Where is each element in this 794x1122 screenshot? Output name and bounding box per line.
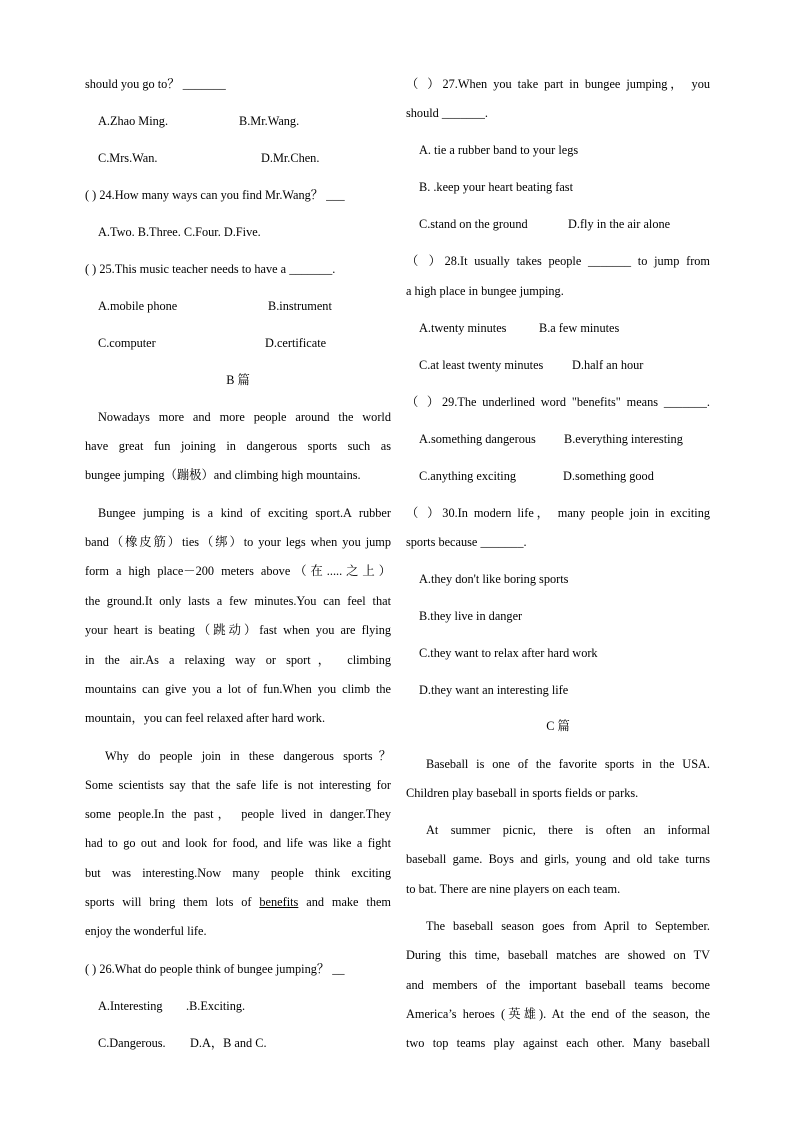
q30-option-b: B.they live in danger <box>419 609 523 623</box>
q27-stem-line1: （ ）27.When you take part in bungee jumping， you <box>406 77 710 91</box>
para-b3-line3: some people.In the past， people lived in danger.They <box>85 807 391 821</box>
q26-option-a: A.Interesting <box>98 999 163 1013</box>
q25-option-d: D.certificate <box>265 336 327 350</box>
q28-stem-line2: a high place in bungee jumping. <box>406 284 564 298</box>
q28-option-c: C.at least twenty minutes <box>419 358 544 372</box>
q30-stem-line1: （ ）30.In modern life， many people join in exciting <box>406 506 710 520</box>
para-b1-line2: have great fun joining in dangerous sports such as <box>85 439 391 453</box>
q28-option-d: D.half an hour <box>572 358 644 372</box>
q28-stem-line1: （ ）28.It usually takes people _______ to jump from <box>406 254 710 268</box>
para-b3-line6 <box>85 894 391 910</box>
q25-option-b: B.instrument <box>268 299 332 313</box>
q23-option-a: A.Zhao Ming. <box>98 114 169 128</box>
q23-stem-tail: should you go to？ _______ <box>85 77 226 91</box>
q25-option-a: A.mobile phone <box>98 299 178 313</box>
q23-option-b: B.Mr.Wang. <box>239 114 300 128</box>
section-c-heading: C 篇 <box>546 719 570 733</box>
para-b2-line6: in the air.As a relaxing way or sport， climbing <box>85 653 391 667</box>
para-c2-line3: to bat. There are nine players on each team. <box>406 882 621 896</box>
para-c3-line2: During this time, baseball matches are showed on TV <box>406 948 710 962</box>
para-b2-line3: form a high place－200 meters above（在.....之上） <box>85 564 391 578</box>
q23-option-d: D.Mr.Chen. <box>261 151 320 165</box>
q23-option-c: C.Mrs.Wan. <box>98 151 158 165</box>
q26-option-c: C.Dangerous. <box>98 1036 166 1050</box>
q30-option-a: A.they don't like boring sports <box>419 572 569 586</box>
q25-stem: ( ) 25.This music teacher needs to have a _______. <box>85 262 336 276</box>
q27-option-a: A. tie a rubber band to your legs <box>419 143 579 157</box>
q30-option-c: C.they want to relax after hard work <box>419 646 598 660</box>
para-b2-line4: the ground.It only lasts a few minutes.You can feel that <box>85 594 391 608</box>
para-c3-line5: two top teams play against each other. Many baseball <box>406 1036 710 1050</box>
q27-option-d: D.fly in the air alone <box>568 217 671 231</box>
para-b2-line5: your heart is beating（跳动）fast when you are flying <box>85 623 391 637</box>
q29-option-d: D.something good <box>563 469 654 483</box>
q27-option-c: C.stand on the ground <box>419 217 528 231</box>
para-c3-line1: The baseball season goes from April to September. <box>426 919 710 933</box>
q29-stem: （ ）29.The underlined word "benefits" means _______. <box>406 395 710 409</box>
q28-option-a: A.twenty minutes <box>419 321 507 335</box>
para-b1-line1: Nowadays more and more people around the world <box>98 410 391 424</box>
q29-option-a: A.something dangerous <box>419 432 536 446</box>
para-b2-line7: mountains can give you a lot of fun.When you climb the <box>85 682 391 696</box>
q25-option-c: C.computer <box>98 336 156 350</box>
q30-option-d: D.they want an interesting life <box>419 683 569 697</box>
para-b3-line6-pre: sports will bring them lots of <box>85 895 252 909</box>
para-b3-line7: enjoy the wonderful life. <box>85 924 207 938</box>
q24-options: A.Two. B.Three. C.Four. D.Five. <box>98 225 261 239</box>
q26-option-d: D.A，B and C. <box>190 1036 267 1050</box>
para-c3-line4: America’s heroes (英雄). At the end of the season, the <box>406 1007 710 1021</box>
para-b3-line5: but was interesting.Now many people think exciting <box>85 866 391 880</box>
para-c1-line2: Children play baseball in sports fields or parks. <box>406 786 639 800</box>
para-b2-line8: mountain，you can feel relaxed after hard work. <box>85 711 326 725</box>
q24-stem: ( ) 24.How many ways can you find Mr.Wang？ ___ <box>85 188 345 202</box>
para-c1-line1: Baseball is one of the favorite sports in the USA. <box>426 757 710 771</box>
q27-option-b: B. .keep your heart beating fast <box>419 180 573 194</box>
para-b1-line3: bungee jumping（蹦极）and climbing high mountains. <box>85 468 361 482</box>
q28-option-b: B.a few minutes <box>539 321 620 335</box>
q26-stem: ( ) 26.What do people think of bungee jumping？ __ <box>85 962 345 976</box>
para-b3-line1: Why do people join in these dangerous sports？ <box>105 749 391 763</box>
para-b2-line2: band（橡皮筋）ties（绑）to your legs when you jump <box>85 535 391 549</box>
q27-stem-line2: should _______. <box>406 106 488 120</box>
para-b3-line4: had to go out and look for food, and life was like a fight <box>85 836 391 850</box>
para-b3-line6-post: and make them <box>306 895 391 909</box>
q26-option-b: .B.Exciting. <box>186 999 246 1013</box>
underlined-word-benefits: benefits <box>259 895 299 909</box>
para-c3-line3: and members of the important baseball teams become <box>406 978 710 992</box>
q29-option-b: B.everything interesting <box>564 432 683 446</box>
para-b3-line2: Some scientists say that the safe life is not interesting for <box>85 778 391 792</box>
para-c2-line1: At summer picnic, there is often an informal <box>426 823 710 837</box>
q30-stem-line2: sports because _______. <box>406 535 527 549</box>
para-b2-line1: Bungee jumping is a kind of exciting sport.A rubber <box>98 506 391 520</box>
section-b-heading: B 篇 <box>226 373 250 387</box>
q29-option-c: C.anything exciting <box>419 469 516 483</box>
para-c2-line2: baseball game. Boys and girls, young and old take turns <box>406 852 710 866</box>
